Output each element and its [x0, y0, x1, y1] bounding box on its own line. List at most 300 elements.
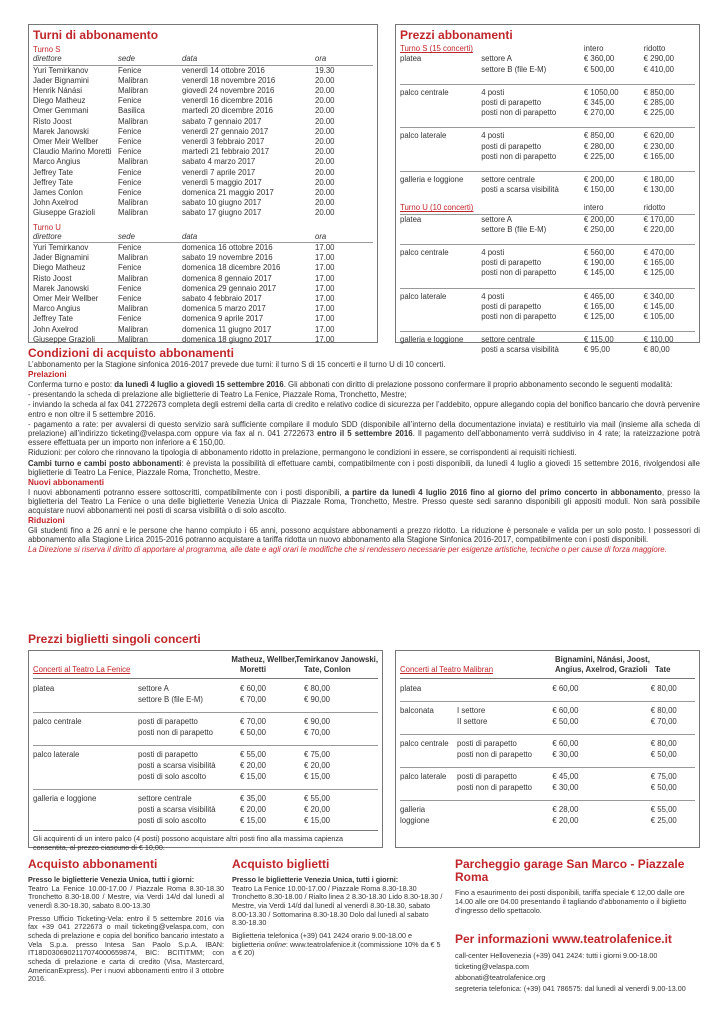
price-row: [400, 54, 695, 64]
settore-cell: settore A: [481, 54, 512, 64]
settore-cell: posti non di parapetto: [481, 108, 557, 118]
prelazioni-title: Prelazioni: [28, 370, 67, 380]
settore-cell: posti non di parapetto: [138, 728, 213, 737]
ticket-group: [33, 789, 378, 826]
ora-cell: 17.00: [315, 324, 335, 334]
price-row: [400, 225, 695, 235]
price-row: [400, 152, 695, 162]
fenice-col1-line2: Moretti: [240, 665, 266, 674]
price-row: [400, 258, 695, 268]
area-cell: [33, 694, 138, 705]
ticket-row: [400, 749, 695, 760]
turno-s-name: Turno S: [400, 44, 428, 54]
price-cell-2: € 80,00: [650, 684, 677, 693]
sede-cell: Fenice: [118, 147, 142, 157]
price-group: [400, 215, 695, 235]
ridotto-cell: € 170,00: [643, 214, 675, 224]
price-cell-1: € 60,00: [552, 684, 579, 693]
malibran-price-box: [395, 650, 700, 848]
ora-cell: 17.00: [315, 253, 335, 263]
ora-cell: 20.00: [315, 157, 335, 167]
ora-cell: 17.00: [315, 273, 335, 283]
prelazioni-text-4: [28, 420, 700, 448]
area-cell: palco centrale: [33, 717, 82, 726]
price-cell-1: € 15,00: [240, 816, 267, 825]
ora-cell: 17.00: [315, 283, 335, 293]
col-data: data: [182, 231, 198, 241]
turni-s-header: [33, 54, 373, 65]
area-cell: palco laterale: [400, 131, 447, 141]
turno-u-name: Turno U: [400, 203, 428, 213]
col-direttore: direttore: [33, 231, 62, 241]
riduzioni-text: Gli studenti fino a 26 anni e le persone che hanno compiuto i 65 anni, possono acquistare abbonamenti a prezzo ridotto. La riduzione è personale e valida per un solo posto. I possessori di abbonamento alla Stagione Lirica 2015-2016 potranno acquistare a tariffa ridotta un nuovo abbonamento alla Stagione Sinfonica 2016-2017, compatibilmente con i posti disponibili.: [28, 525, 700, 545]
price-cell-2: € 50,00: [650, 783, 677, 792]
prezzi-u-list: [400, 215, 695, 356]
acquisto-big-orari: Teatro La Fenice 10.00-17.00 / Piazzale Roma 8.30-18.30 Tronchetto 8.30-18.00 / Rialto linea 2 8.30-18.30 Lido 8.30-18.30 / Mestre, via Verdi 14/d dal lunedì al venerdì 8.30-18.30, sabato 8.00-13.30 / Sottomarina 8.30-18.30 Dolo dal lunedì al sabato 8.30-18.30: [232, 883, 443, 928]
direttore-cell: Diego Matheuz: [33, 263, 86, 273]
settore-cell: [457, 683, 552, 694]
ora-cell: 20.00: [315, 188, 335, 198]
price-cell-1: € 30,00: [552, 750, 579, 759]
schedule-row: [33, 243, 373, 253]
settore-cell: [457, 804, 552, 815]
ridotto-cell: € 80,00: [643, 345, 670, 355]
ora-cell: 17.00: [315, 314, 335, 324]
settore-cell: settore A: [138, 684, 169, 693]
price-cell-2: € 70,00: [650, 717, 677, 726]
data-cell: domenica 8 gennaio 2017: [182, 273, 272, 283]
prezzi-s-header: [400, 44, 695, 54]
fenice-rows: [33, 683, 378, 826]
ticket-row: [400, 683, 695, 694]
area-cell: galleria e loggione: [400, 335, 464, 345]
intero-cell: € 115,00: [583, 335, 614, 345]
price-cell-2: € 80,00: [304, 684, 331, 693]
cambi-b: : è prevista la possibilità di effettuare cambi, compatibilmente con i posti disponibili, da lunedì 4 luglio a giovedì 15 settembre 2016, rivolgendosi alle biglietterie di Teatro La Fenice, Piazzale Roma, Tronchetto, Mestre.: [28, 458, 701, 477]
settore-cell: II settore: [457, 717, 488, 726]
singoli-title: Prezzi biglietti singoli concerti: [28, 632, 201, 646]
ticket-row: [400, 738, 695, 749]
ora-cell: 20.00: [315, 85, 335, 95]
big-t2c: : www.teatrolafenice.it (commissione 10% da € 5 a € 20): [232, 939, 441, 958]
price-cell-2: € 75,00: [650, 772, 677, 781]
price-cell-1: € 30,00: [552, 783, 579, 792]
ticket-group: [400, 701, 695, 727]
price-row: [400, 335, 695, 345]
schedule-row: [33, 325, 373, 335]
condizioni-title: Condizioni di acquisto abbonamenti: [28, 346, 234, 360]
settore-cell: posti di solo ascolto: [138, 816, 207, 825]
area-cell: [33, 727, 138, 738]
ticket-row: [33, 694, 378, 705]
acquisto-abb-heading: Presso le biglietterie Venezia Unica, tutti i giorni:: [28, 875, 195, 885]
ridotto-cell: € 125,00: [643, 268, 675, 278]
prelazioni-text-5: Riduzioni: per coloro che rinnovano la tipologia di abbonamento ridotto in prelazione, permangono le condizioni in essere, se corrispondenti ai requisiti richiesti.: [28, 448, 577, 458]
schedule-row: [33, 178, 373, 188]
ticket-row: [400, 782, 695, 793]
price-cell-1: € 20,00: [240, 761, 267, 770]
ticket-row: [400, 705, 695, 716]
intero-cell: € 95,00: [583, 345, 610, 355]
schedule-row: [33, 137, 373, 147]
sede-cell: Malibran: [118, 198, 148, 208]
price-row: [400, 292, 695, 302]
price-cell-1: € 50,00: [552, 717, 579, 726]
intero-cell: € 225,00: [583, 151, 615, 161]
ticket-row: [33, 749, 378, 760]
ticket-row: [400, 815, 695, 826]
price-row: [400, 108, 695, 118]
price-row: [400, 88, 695, 98]
ora-cell: 20.00: [315, 75, 335, 85]
settore-cell: 4 posti: [481, 291, 505, 301]
ticket-row: [33, 683, 378, 694]
ridotto-cell: € 165,00: [643, 151, 675, 161]
ora-cell: 17.00: [315, 294, 335, 304]
schedule-row: [33, 294, 373, 304]
sede-cell: Fenice: [118, 96, 142, 106]
data-cell: sabato 7 gennaio 2017: [182, 116, 262, 126]
data-cell: sabato 4 marzo 2017: [182, 157, 256, 167]
direttore-cell: Marek Janowski: [33, 126, 89, 136]
data-cell: domenica 18 giugno 2017: [182, 334, 272, 344]
area-cell: [400, 108, 481, 118]
ridotto-cell: € 470,00: [643, 248, 675, 258]
ridotto-cell: € 285,00: [643, 98, 675, 107]
price-cell-2: € 80,00: [650, 739, 677, 748]
ticket-row: [400, 771, 695, 782]
price-row: [400, 65, 695, 75]
price-cell-1: € 50,00: [240, 728, 267, 737]
area-cell: [33, 804, 138, 815]
price-cell-1: € 55,00: [240, 750, 267, 759]
settore-cell: posti di parapetto: [481, 141, 542, 151]
ora-cell: 20.00: [315, 137, 335, 146]
malibran-header-spacer: [400, 655, 555, 665]
settore-cell: posti di parapetto: [138, 717, 198, 726]
turni-title: Turni di abbonamento: [33, 28, 159, 42]
prel-4b: entro il 5 settembre 2016: [317, 428, 413, 438]
prezzi-s-list: [400, 54, 695, 195]
data-cell: venerdì 18 novembre 2016: [182, 75, 276, 85]
ticket-row: [33, 716, 378, 727]
data-cell: venerdì 27 gennaio 2017: [182, 126, 269, 136]
col-direttore: direttore: [33, 54, 62, 64]
ora-cell: 20.00: [315, 126, 335, 136]
area-cell: palco laterale: [33, 750, 80, 759]
settore-cell: posti non di parapetto: [457, 750, 533, 759]
turni-u-list: [33, 243, 373, 345]
direttore-cell: James Conlon: [33, 188, 83, 198]
sede-cell: Fenice: [118, 263, 142, 273]
acquisto-big-telefono: [232, 932, 444, 958]
acquisto-abb-orari: Teatro La Fenice 10.00-17.00 / Piazzale Roma 8.30-18.30 Tronchetto 8.30-18.00 / Mestre, via Verdi 14/d dal lunedì al venerdì 8.30-18.30, sabato 8.00-13.30: [28, 883, 224, 911]
intero-cell: € 150,00: [583, 185, 615, 195]
prel-4c: . Il pagamento dell’abbonamento verrà suddiviso in 4 rate; la rateizzazione potrà essere effettuata per un importo non inferiore a € 150,00.: [28, 428, 700, 448]
direttore-cell: Marek Janowski: [33, 283, 89, 293]
data-cell: domenica 18 dicembre 2016: [182, 263, 281, 273]
area-cell: [33, 771, 138, 782]
prezzi-box: [395, 24, 700, 355]
price-cell-2: € 50,00: [650, 750, 677, 759]
ridotto-cell: € 340,00: [643, 291, 675, 301]
ticket-group: [33, 712, 378, 738]
settore-cell: 4 posti: [481, 131, 505, 141]
nuovi-a: I nuovi abbonamenti potranno essere sottoscritti, compatibilmente con i posti disponibili,: [28, 487, 345, 497]
direttore-cell: Jeffrey Tate: [33, 314, 74, 324]
intero-cell: € 200,00: [583, 175, 615, 185]
direttore-cell: Marco Angius: [33, 304, 81, 314]
settore-cell: settore centrale: [481, 335, 535, 345]
settore-cell: posti di parapetto: [481, 258, 542, 268]
settore-cell: posti a scarsa visibilità: [481, 345, 559, 355]
settore-cell: posti di parapetto: [457, 739, 517, 748]
price-cell-1: € 20,00: [552, 816, 579, 825]
intero-cell: € 500,00: [583, 64, 615, 74]
turni-s-list: [33, 66, 373, 219]
ora-cell: 20.00: [315, 167, 335, 177]
area-cell: palco centrale: [400, 739, 449, 748]
ridotto-cell: € 220,00: [643, 224, 675, 234]
price-cell-1: € 45,00: [552, 772, 579, 781]
price-row: [400, 312, 695, 322]
turno-s-note: (15 concerti): [427, 44, 473, 54]
fenice-note: Gli acquirenti di un intero palco (4 posti) possono acquistare altri posti fino alla massima capienza consentita, al prezzo ciascuno di € 10,00.: [33, 830, 378, 852]
direttore-cell: Jader Bignamini: [33, 253, 89, 263]
sede-cell: Fenice: [118, 243, 142, 253]
price-row: [400, 302, 695, 312]
settore-cell: 4 posti: [481, 248, 505, 258]
intero-cell: € 125,00: [583, 312, 615, 322]
fenice-header-2: [33, 665, 378, 679]
col-intero: intero: [583, 44, 604, 54]
direttore-cell: Jader Bignamini: [33, 75, 89, 85]
fenice-price-box: [28, 650, 383, 852]
price-group: [400, 244, 695, 279]
intero-cell: € 145,00: [583, 268, 615, 278]
price-cell-1: € 28,00: [552, 805, 579, 814]
sede-cell: Fenice: [118, 65, 142, 75]
schedule-row: [33, 66, 373, 76]
price-cell-1: € 35,00: [240, 794, 267, 803]
col-sede: sede: [118, 54, 135, 64]
prel-1c: . Gli abbonati con diritto di prelazione possono confermare il proprio abbonamento secondo le seguenti modalità:: [283, 380, 673, 390]
prelazioni-text-1: [28, 380, 700, 389]
intero-cell: € 270,00: [583, 108, 615, 118]
data-cell: sabato 19 novembre 2016: [182, 253, 273, 263]
prelazioni-text-2: - presentando la scheda di prelazione alle biglietterie di Teatro La Fenice, Piazzale Roma, Tronchetto, Mestre;: [28, 390, 407, 400]
nuovi-title: Nuovi abbonamenti: [28, 477, 104, 487]
sede-cell: Malibran: [118, 157, 148, 167]
direttore-cell: Omer Gemmani: [33, 106, 89, 116]
direttore-cell: Giuseppe Grazioli: [33, 208, 95, 218]
acquisto-abbonamenti: [28, 858, 224, 984]
acquisto-abb-title: Acquisto abbonamenti: [28, 857, 158, 871]
schedule-row: [33, 106, 373, 116]
settore-cell: settore B (file E-M): [138, 695, 203, 704]
direttore-cell: Jeffrey Tate: [33, 167, 74, 177]
col-ora: ora: [315, 231, 327, 241]
data-cell: domenica 29 gennaio 2017: [182, 283, 277, 293]
direttore-cell: Omer Meir Wellber: [33, 294, 99, 304]
riduzioni-title: Riduzioni: [28, 516, 65, 526]
settore-cell: settore B (file E-M): [481, 224, 547, 234]
turno-s-price-label: [400, 44, 584, 54]
ticket-row: [33, 771, 378, 782]
data-cell: domenica 11 giugno 2017: [182, 324, 272, 334]
ticket-row: [33, 793, 378, 804]
price-row: [400, 248, 695, 258]
big-t2a: Biglietteria telefonica (+39) 041 2424 orario 9.00-18.00 e biglietteria: [232, 931, 413, 949]
schedule-row: [33, 188, 373, 198]
parcheggio-title: Parcheggio garage San Marco - Piazzale Roma: [455, 857, 685, 885]
data-cell: domenica 9 aprile 2017: [182, 314, 264, 324]
direttore-cell: Omer Meir Wellber: [33, 137, 99, 146]
ridotto-cell: € 145,00: [643, 301, 675, 311]
price-cell-2: € 90,00: [304, 717, 331, 726]
price-cell-2: € 70,00: [304, 728, 331, 737]
ora-cell: 20.00: [315, 106, 335, 116]
price-cell-1: € 60,00: [552, 739, 579, 748]
area-cell: [400, 152, 481, 162]
area-cell: platea: [400, 214, 422, 224]
ora-cell: 20.00: [315, 96, 335, 106]
area-cell: [400, 142, 481, 152]
schedule-row: [33, 274, 373, 284]
area-cell: [400, 268, 481, 278]
nuovi-c: , presso la biglietteria del Teatro La Fenice o una delle biglietterie Venezia Unica di Piazzale Roma, Tronchetto, Mestre. Presso queste sedi saranno disponibili gli appositi moduli. Non sarà possibile acquistare nuovi abbonamenti nei posti di scarsa visibilità o di solo ascolto.: [28, 487, 700, 515]
price-group: [400, 84, 695, 119]
intero-cell: € 250,00: [583, 224, 615, 234]
direttore-cell: Diego Matheuz: [33, 96, 86, 106]
settore-cell: posti di parapetto: [457, 772, 517, 781]
info-email-ticketing: ticketing@velaspa.com: [455, 962, 530, 972]
area-cell: [400, 258, 481, 268]
area-cell: [400, 225, 481, 235]
price-cell-2: € 90,00: [304, 695, 331, 704]
price-row: [400, 142, 695, 152]
info-segreteria: segreteria telefonica: (+39) 041 786575: dal lunedì al venerdì 9.00-13.00: [455, 983, 686, 993]
col-ridotto: ridotto: [643, 44, 666, 54]
area-cell: platea: [400, 54, 422, 64]
area-cell: galleria e loggione: [33, 794, 97, 803]
data-cell: giovedì 24 novembre 2016: [182, 85, 275, 95]
sede-cell: Fenice: [118, 126, 142, 136]
schedule-row: [33, 86, 373, 96]
intero-cell: € 465,00: [583, 291, 615, 301]
direttore-cell: Giuseppe Grazioli: [33, 334, 95, 344]
area-cell: palco centrale: [400, 87, 449, 97]
settore-cell: I settore: [457, 706, 486, 715]
schedule-row: [33, 304, 373, 314]
ticket-row: [400, 716, 695, 727]
settore-cell: settore B (file E-M): [481, 64, 547, 74]
schedule-row: [33, 198, 373, 208]
fenice-label: Concerti al Teatro La Fenice: [33, 665, 131, 674]
direttore-cell: Claudio Marino Moretti: [33, 147, 112, 157]
price-cell-2: € 15,00: [304, 772, 331, 781]
data-cell: sabato 17 giugno 2017: [182, 208, 262, 218]
schedule-row: [33, 314, 373, 324]
intero-cell: € 190,00: [583, 258, 615, 268]
area-cell: [400, 749, 457, 760]
nuovi-b: a partire da lunedì 4 luglio 2016 fino al giorno del primo concerto in abbonamento: [344, 487, 662, 497]
ora-cell: 19.30: [315, 65, 335, 75]
sede-cell: Malibran: [118, 253, 148, 263]
ridotto-cell: € 165,00: [643, 258, 675, 268]
direttore-cell: Risto Joost: [33, 116, 72, 126]
ticket-row: [33, 815, 378, 826]
schedule-row: [33, 284, 373, 294]
schedule-row: [33, 208, 373, 218]
schedule-row: [33, 253, 373, 263]
data-cell: venerdì 5 maggio 2017: [182, 177, 262, 187]
area-cell: [400, 65, 481, 75]
ticket-group: [400, 800, 695, 826]
price-cell-1: € 60,00: [552, 706, 579, 715]
prel-1a: Conferma turno e posto:: [28, 380, 115, 390]
price-cell-2: € 20,00: [304, 805, 331, 814]
acquisto-big-title: Acquisto biglietti: [232, 857, 330, 871]
price-cell-2: € 20,00: [304, 761, 331, 770]
malibran-header-2: [400, 665, 695, 679]
col-intero: intero: [583, 203, 604, 213]
fenice-col2-line2: Tate, Conlon: [304, 665, 351, 674]
settore-cell: posti di parapetto: [138, 750, 198, 759]
direttore-cell: Marco Angius: [33, 157, 81, 167]
schedule-row: [33, 117, 373, 127]
data-cell: domenica 21 maggio 2017: [182, 188, 274, 198]
price-cell-2: € 80,00: [650, 706, 677, 715]
settore-cell: settore centrale: [481, 175, 535, 185]
ora-cell: 17.00: [315, 334, 335, 344]
sede-cell: Malibran: [118, 304, 148, 314]
turno-u-price-label: [400, 203, 584, 213]
sede-cell: Malibran: [118, 116, 148, 126]
parcheggio: [455, 858, 700, 995]
ticket-group: [400, 734, 695, 760]
intero-cell: € 850,00: [583, 131, 615, 141]
prel-1b: da lunedì 4 luglio a giovedì 15 settembre 2016: [114, 380, 284, 390]
ridotto-cell: € 105,00: [643, 312, 675, 322]
ridotto-cell: € 290,00: [643, 54, 675, 64]
schedule-row: [33, 263, 373, 273]
acquisto-abb-ufficio: Presso Ufficio Ticketing-Vela: entro il 5 settembre 2016 via fax +39 041 2722673 o mail ticketing@velaspa.com, con scheda di prelazione e copia del bonifico bancario intestato a Vela S.p.a. presso Intesa San Paolo S.p.A. IBAN: IT18D0306902117074000659874, BIC: BCITITMM; con scheda di prelazione e carta di credito (Visa, Mastercard, AmericanExpress). Per i nuovi abbonamenti entro il 3 ottobre 2016.: [28, 913, 224, 984]
price-cell-1: € 70,00: [240, 717, 267, 726]
sede-cell: Malibran: [118, 208, 148, 218]
turno-s-label: Turno S: [33, 45, 61, 55]
price-cell-2: € 75,00: [304, 750, 331, 759]
info-title: Per informazioni www.teatrolafenice.it: [455, 932, 672, 947]
sede-cell: Fenice: [118, 294, 142, 304]
prel-4a: - pagamento a rate: per avvalersi di questo servizio sarà sufficiente compilare il modulo SDD (disponibile all’interno della documentazione inviata) e restituirlo via mail (insieme alla scheda di prelazione) all’indirizzo ticketing@velaspa.com oppure via fax al n. 041 2722673: [28, 419, 700, 438]
ticket-row: [33, 804, 378, 815]
area-cell: [400, 185, 481, 195]
prezzi-u-header: [400, 203, 695, 214]
intero-cell: € 200,00: [583, 214, 615, 224]
col-data: data: [182, 54, 198, 64]
ora-cell: 17.00: [315, 243, 335, 253]
price-group: [400, 127, 695, 162]
disclaimer: La Direzione si riserva il diritto di apportare al programma, alle date e agli orari le modifiche che si rendessero necessarie per esigenze artistiche, tecniche o per cause di forza maggiore.: [28, 545, 667, 555]
condizioni-section: [28, 347, 700, 555]
settore-cell: posti a scarsa visibilità: [138, 761, 216, 770]
direttore-cell: Jeffrey Tate: [33, 177, 74, 187]
ridotto-cell: € 110,00: [643, 335, 674, 345]
price-group: [400, 288, 695, 323]
ridotto-cell: € 850,00: [643, 87, 675, 97]
data-cell: venerdì 14 ottobre 2016: [182, 65, 265, 75]
